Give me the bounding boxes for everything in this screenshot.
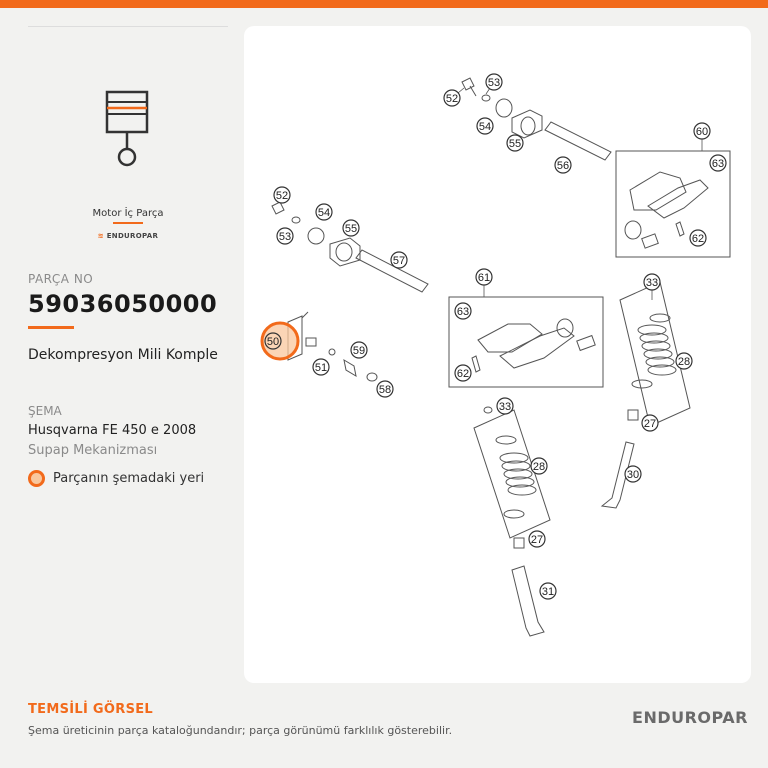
svg-text:54: 54 [317,207,331,219]
callout-30 [625,466,641,482]
callout-58 [377,381,393,397]
svg-text:52: 52 [275,190,289,202]
legend-text: Parçanın şemadaki yeri [53,471,205,486]
callout-50 [265,333,281,349]
callout-52 [444,90,460,106]
part-name: Dekompresyon Mili Komple [28,347,218,363]
svg-text:55: 55 [508,138,522,150]
svg-text:61: 61 [477,272,491,284]
callout-60 [694,123,710,139]
callout-54 [477,118,493,134]
mini-brand-logo [28,232,228,240]
svg-text:33: 33 [645,277,659,289]
sidebar-divider [28,26,228,27]
callout-62 [690,230,706,246]
callout-55 [507,135,523,151]
callout-33 [644,274,660,290]
svg-text:55: 55 [344,223,358,235]
callout-59 [351,342,367,358]
piston-icon [90,88,160,172]
svg-text:30: 30 [626,469,640,481]
svg-text:31: 31 [541,586,555,598]
callout-27 [529,531,545,547]
svg-text:51: 51 [314,362,328,374]
parts-diagram [244,26,751,683]
svg-text:33: 33 [498,401,512,413]
svg-text:63: 63 [711,158,725,170]
callout-53 [486,74,502,90]
callout-31 [540,583,556,599]
category-label: Motor İç Parça [92,208,164,219]
callout-27 [642,415,658,431]
svg-text:28: 28 [677,356,691,368]
part-info-sidebar [28,26,228,486]
schema-label: ŞEMA [28,404,62,418]
svg-text:53: 53 [278,231,292,243]
brand-mark-icon: ≋ [97,232,107,240]
svg-text:53: 53 [487,77,501,89]
part-number-label: PARÇA NO [28,272,94,286]
mini-brand-text: ENDUROPAR [106,232,159,240]
category-underline [113,222,143,224]
callout-28 [531,458,547,474]
part-number: 59036050000 [28,290,218,318]
callout-52 [274,187,290,203]
svg-text:57: 57 [392,255,406,267]
svg-text:28: 28 [532,461,546,473]
callout-63 [455,303,471,319]
callout-54 [316,204,332,220]
svg-text:50: 50 [266,336,280,348]
svg-text:52: 52 [445,93,459,105]
svg-text:60: 60 [695,126,709,138]
svg-text:62: 62 [691,233,705,245]
highlight-marker-icon [28,470,45,487]
callout-57 [391,252,407,268]
exploded-diagram [244,26,751,683]
svg-text:62: 62 [456,368,470,380]
legend [28,470,204,487]
footer-title: TEMSİLİ GÖRSEL [28,702,153,717]
callout-56 [555,157,571,173]
svg-text:59: 59 [352,345,366,357]
svg-text:63: 63 [456,306,470,318]
footer-brand: ENDUROPAR [632,708,748,727]
svg-text:54: 54 [478,121,492,133]
top-accent-bar [0,0,768,8]
callout-61 [476,269,492,285]
footer-note: Şema üreticinin parça kataloğundandır; parça görünümü farklılık gösterebilir. [28,724,453,737]
svg-text:56: 56 [556,160,570,172]
callout-55 [343,220,359,236]
callout-53 [277,228,293,244]
callout-51 [313,359,329,375]
callout-63 [710,155,726,171]
callout-28 [676,353,692,369]
svg-text:27: 27 [530,534,544,546]
callout-33 [497,398,513,414]
svg-text:27: 27 [643,418,657,430]
schema-model: Husqvarna FE 450 e 2008 [28,423,197,438]
schema-group: Supap Mekanizması [28,443,158,458]
svg-text:58: 58 [378,384,392,396]
part-number-underline [28,326,74,329]
callout-62 [455,365,471,381]
